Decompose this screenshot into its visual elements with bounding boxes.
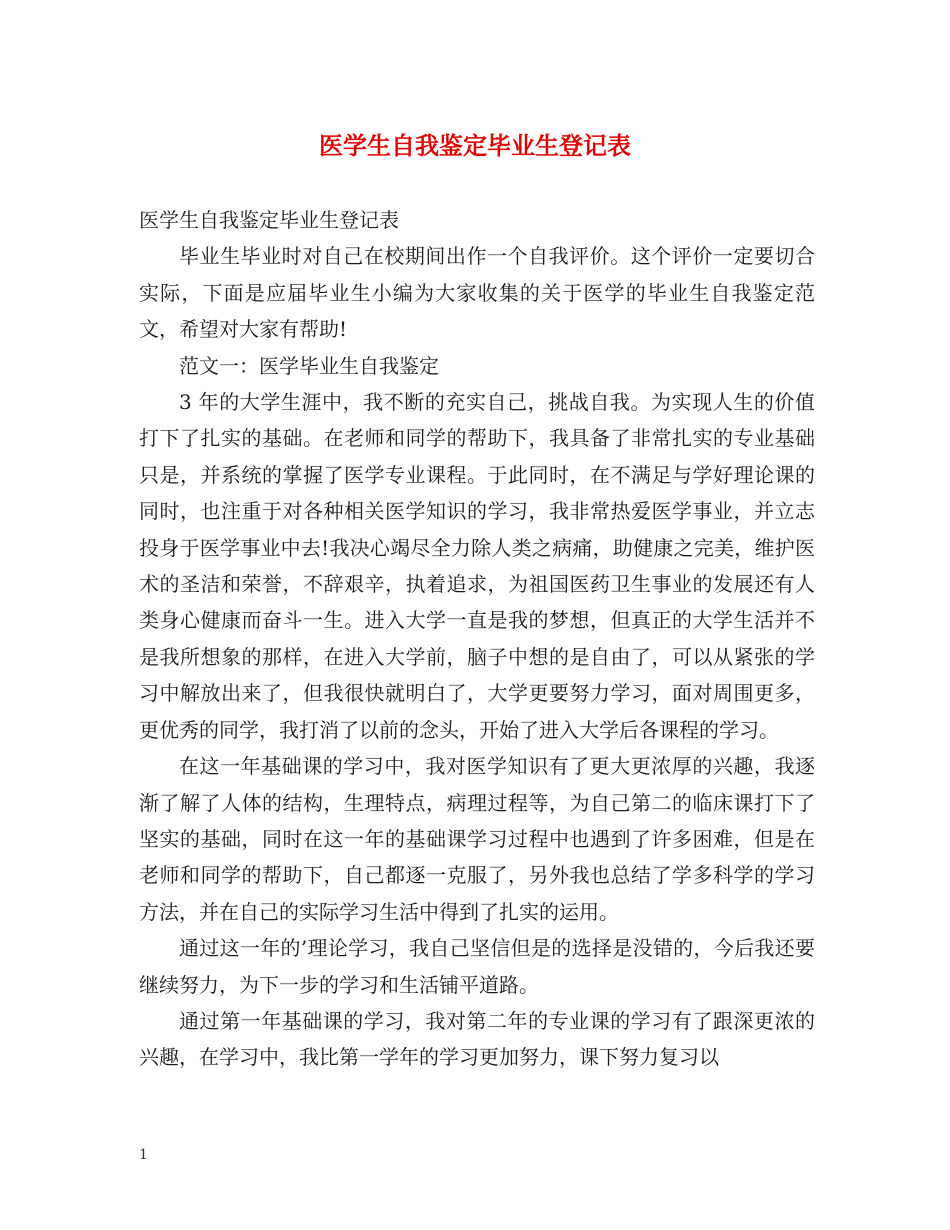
paragraph-body-2: 在这一年基础课的学习中，我对医学知识有了更大更浓厚的兴趣，我逐渐了解了人体的结构，生理特点，病理过程等，为自己第二的临床课打下了坚实的基础，同时在这一年的基础课学习过程中也遇到了许多困难，但是在老师和同学的帮助下，自己都逐一克服了，另外我也总结了学多科学的学习方法，并在自己的实际学习生活中得到了扎实的运用。 — [139, 754, 815, 924]
paragraph-intro: 毕业生毕业时对自己在校期间出作一个自我评价。这个评价一定要切合实际，下面是应届毕业生小编为大家收集的关于医学的毕业生自我鉴定范文，希望对大家有帮助! — [139, 244, 815, 342]
document-title: 医学生自我鉴定毕业生登记表 — [319, 131, 631, 160]
paragraph-body-4: 通过第一年基础课的学习，我对第二年的专业课的学习有了跟深更浓的兴趣，在学习中，我比第一学年的学习更加努力，课下努力复习以 — [139, 1008, 815, 1070]
paragraph-body-1: 3 年的大学生涯中，我不断的充实自己，挑战自我。为实现人生的价值打下了扎实的基础。在老师和同学的帮助下，我具备了非常扎实的专业基础只是，并系统的掌握了医学专业课程。于此同时，在不满足与学好理论课的同时，也注重于对各种相关医学知识的学习，我非常热爱医学事业，并立志投身于医学事业中去!我决心竭尽全力除人类之病痛，助健康之完美，维护医术的圣洁和荣誉，不辞艰辛，执着追求，为祖国医药卫生事业的发展还有人类身心健康而奋斗一生。进入大学一直是我的梦想，但真正的大学生活并不是我所想象的那样，在进入大学前，脑子中想的是自由了，可以从紧张的学习中解放出来了，但我很快就明白了，大学更要努力学习，面对周围更多，更优秀的同学，我打消了以前的念头，开始了进入大学后各课程的学习。 — [139, 390, 815, 742]
paragraph-body-3: 通过这一年的’理论学习，我自己坚信但是的选择是没错的，今后我还要继续努力，为下一步的学习和生活铺平道路。 — [139, 936, 815, 997]
page-number: 1 — [139, 1147, 148, 1163]
paragraph-heading: 医学生自我鉴定毕业生登记表 — [139, 208, 399, 232]
document-body — [139, 202, 815, 1076]
paragraph-sample-title: 范文一：医学毕业生自我鉴定 — [179, 353, 439, 378]
